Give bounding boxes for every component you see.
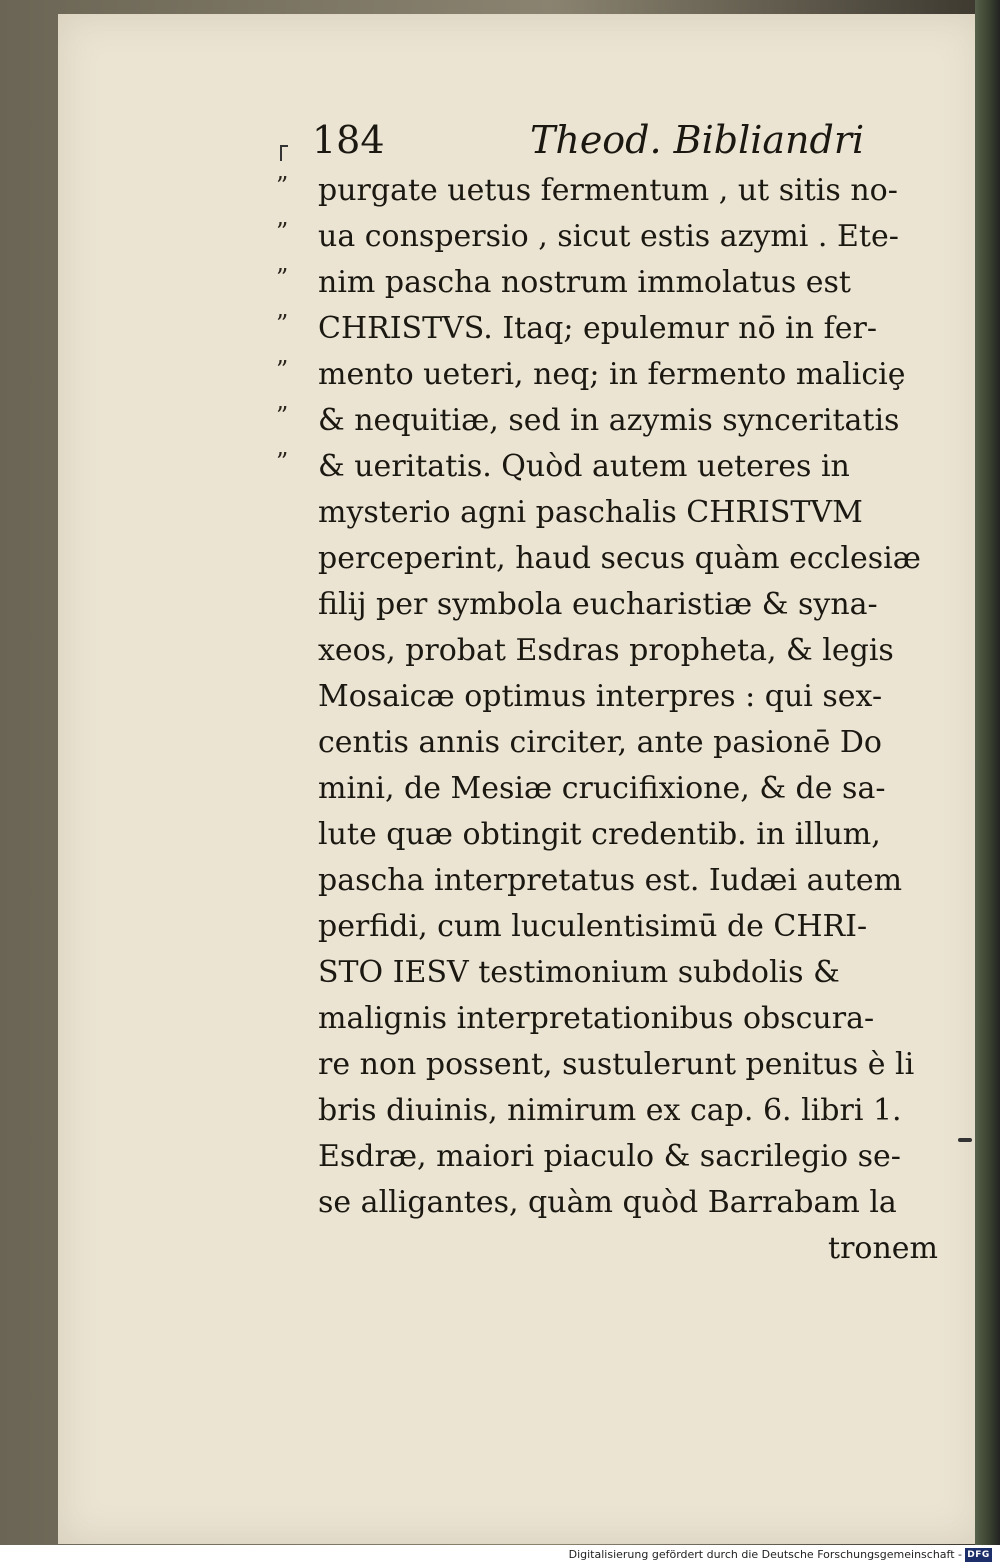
quotation-mark: ” [276,448,289,476]
line-text: CHRISTVS. Itaq; epulemur nō in fer- [318,311,877,346]
quotation-mark: ” [276,218,289,246]
page-number: 184 [312,118,385,162]
text-line [0,1134,1000,1179]
line-text: Esdræ, maiori piaculo & sacrilegio se- [318,1139,901,1174]
footer-credit: Digitalisierung gefördert durch die Deutsche Forschungsgemeinschaft - [568,1548,962,1561]
quotation-mark: ” [276,402,289,430]
line-text: & ueritatis. Quòd autem ueteres in [318,449,850,484]
text-line [0,1088,1000,1133]
line-text: purgate uetus fermentum , ut sitis no- [318,173,898,208]
catchword-line [0,1226,1000,1271]
line-text: xeos, probat Esdras propheta, & legis [318,633,894,668]
text-line [0,858,1000,903]
text-line [0,168,1000,213]
line-text: malignis interpretationibus obscura- [318,1001,875,1036]
text-line [0,536,1000,581]
line-text: pascha interpretatus est. Iudæi autem [318,863,903,898]
text-line [0,582,1000,627]
text-line [0,904,1000,949]
text-line [0,352,1000,397]
text-line [0,398,1000,443]
line-text: mento ueteri, neq; in fermento maliciȩ [318,357,906,392]
line-text: lute quæ obtingit credentib. in illum, [318,817,881,852]
text-line [0,214,1000,259]
text-line [0,950,1000,995]
text-line [0,628,1000,673]
text-line [0,490,1000,535]
line-text: Mosaicæ optimus interpres : qui sex- [318,679,883,714]
quotation-mark: ” [276,310,289,338]
line-text: re non possent, sustulerunt penitus è li [318,1047,915,1082]
line-text: filij per symbola eucharistiæ & syna- [318,587,878,622]
text-line [0,1042,1000,1087]
quotation-mark: ” [276,264,289,292]
line-text: & nequitiæ, sed in azymis synceritatis [318,403,900,438]
margin-mark [958,1138,972,1142]
line-text: se alligantes, quàm quòd Barrabam la [318,1185,897,1220]
text-line [0,1180,1000,1225]
line-text: bris diuinis, nimirum ex cap. 6. libri 1. [318,1093,902,1128]
line-text: ua conspersio , sicut estis azymi . Ete- [318,219,899,254]
text-line [0,766,1000,811]
text-line [0,260,1000,305]
line-text: perceperint, haud secus quàm ecclesiæ [318,541,921,576]
line-text: centis annis circiter, ante pasionē Do [318,725,882,760]
line-text: mini, de Mesiæ crucifixione, & de sa- [318,771,886,806]
text-line [0,720,1000,765]
running-head [280,118,940,168]
quotation-mark: ” [276,172,289,200]
text-line [0,996,1000,1041]
quotation-mark: ” [276,356,289,384]
text-line [0,306,1000,351]
catchword: tronem [828,1231,938,1266]
text-line [0,444,1000,489]
line-text: nim pascha nostrum immolatus est [318,265,851,300]
text-line [0,812,1000,857]
line-text: mysterio agni paschalis CHRISTVM [318,495,863,530]
line-text: STO IESV testimonium subdolis & [318,955,840,990]
dfg-logo-icon: DFG [965,1548,992,1562]
running-title: Theod. Bibliandri [530,118,865,162]
line-text: perfidi, cum luculentisimū de CHRI- [318,909,868,944]
text-line [0,674,1000,719]
